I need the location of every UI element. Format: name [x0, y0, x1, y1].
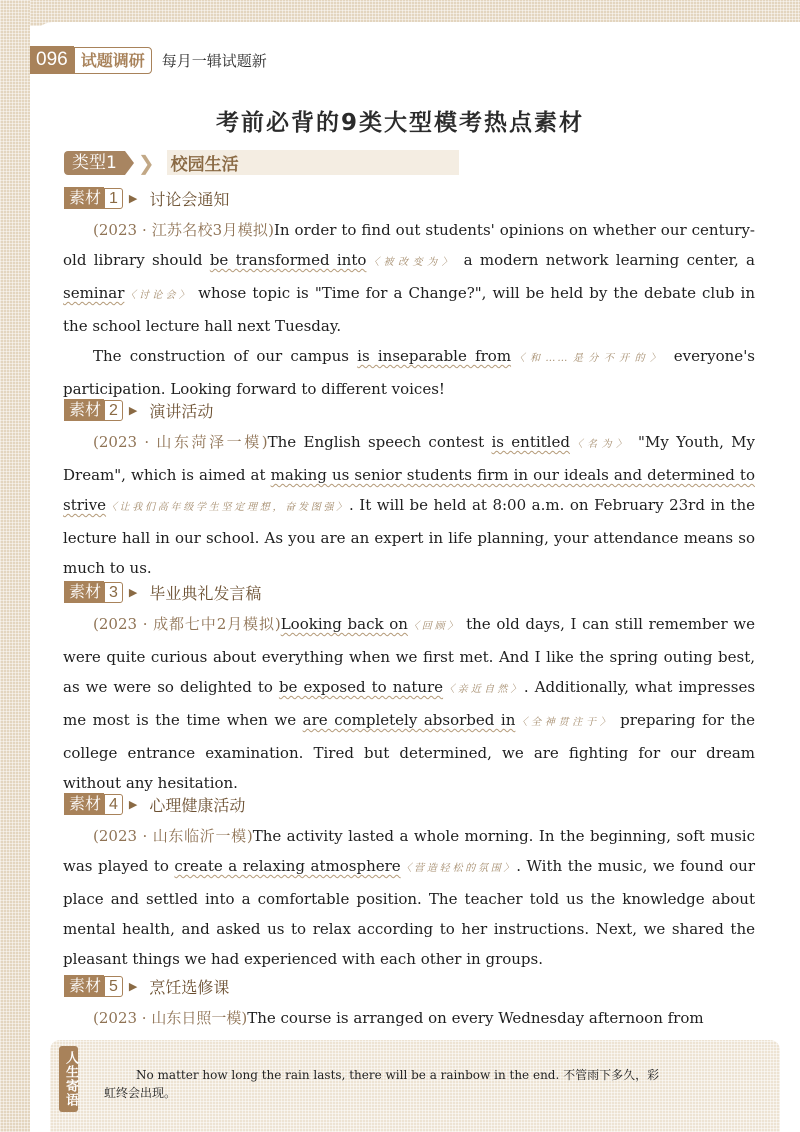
text-run: In order to find out students' opinions on whether our century-old library should — [63, 221, 755, 269]
material-3-text — [63, 609, 755, 798]
gloss: 〈亲近自然〉 — [443, 684, 524, 695]
text-run: the old days, I can still remember we were quite curious about everything when we first met. And I like the spring outing best, as we were so delighted to — [63, 615, 756, 696]
text-run: a modern network learning center, a — [456, 251, 755, 269]
material-title: 演讲活动 — [149, 401, 214, 421]
material-5-text — [63, 1003, 755, 1033]
page-title: 考前必背的9类大型模考热点素材 — [215, 110, 584, 136]
material-badge: 素材 — [64, 399, 104, 421]
material-title: 心理健康活动 — [149, 795, 246, 815]
type-heading — [64, 150, 459, 175]
material-heading-4 — [64, 793, 245, 815]
material-number: 3 — [104, 582, 123, 603]
gloss: 〈回顾〉 — [407, 621, 461, 632]
key-phrase: making us senior students firm in our ideals and determined to strive — [63, 466, 755, 514]
text-run: whose topic is "Time for a Change?", will be held by the debate club in the school lecture hall next Tuesday. — [63, 284, 756, 335]
material-title: 讨论会通知 — [149, 189, 230, 209]
footer-line-1: No matter how long the rain lasts, there will be a rainbow in the end. 不管雨下多久，彩 — [136, 1068, 660, 1082]
type-title: 校园生活 — [167, 150, 459, 175]
source-citation: (2023 · 山东日照一模) — [93, 1009, 248, 1027]
text-run: . Additionally, what impresses me most is the time when we — [63, 678, 756, 729]
key-phrase: Looking back on — [280, 615, 408, 633]
material-badge: 素材 — [64, 975, 104, 997]
key-phrase: be transformed into — [209, 251, 367, 269]
section-tag: 试题调研 — [74, 47, 152, 74]
key-phrase: seminar — [63, 284, 125, 302]
key-phrase: create a relaxing atmosphere — [174, 857, 401, 875]
material-badge: 素材 — [64, 187, 104, 209]
material-heading-5 — [64, 975, 229, 997]
triangle-right-icon: ▶ — [128, 585, 138, 599]
paragraph — [63, 341, 755, 404]
text-run: The construction of our campus — [93, 347, 358, 365]
page-number: 096 — [30, 46, 74, 74]
paragraph — [63, 427, 755, 583]
paragraph — [63, 609, 755, 798]
footer-line-2: 虹终会出现。 — [104, 1086, 177, 1100]
gloss: 〈名为〉 — [569, 439, 631, 450]
source-citation: (2023 · 江苏名校3月模拟) — [93, 221, 274, 239]
key-phrase: is entitled — [491, 433, 570, 451]
key-phrase: is inseparable from — [357, 347, 512, 365]
paragraph — [63, 215, 755, 341]
material-2-text — [63, 427, 755, 583]
text-run: The activity lasted a whole morning. In the beginning, soft music was played to — [63, 827, 755, 875]
gloss: 〈全神贯注于〉 — [515, 717, 614, 728]
footer-quote — [104, 1066, 724, 1102]
gloss: 〈让我们高年级学生坚定理想，奋发图强〉 — [106, 502, 350, 513]
source-citation: (2023 · 成都七中2月模拟) — [93, 615, 281, 633]
text-run: preparing for the college entrance examination. Tired but determined, we are fighting for our dream without any hesitation. — [63, 711, 756, 792]
triangle-right-icon: ▶ — [128, 403, 138, 417]
material-number: 5 — [104, 976, 123, 997]
paragraph — [63, 1003, 755, 1033]
material-title: 毕业典礼发言稿 — [149, 583, 262, 603]
material-4-text — [63, 821, 755, 974]
material-badge: 素材 — [64, 793, 104, 815]
header-subtitle: 每月一辑试题新 — [161, 51, 267, 70]
text-run: "My Youth, My Dream", which is aimed at — [63, 433, 756, 484]
source-citation: (2023 · 山东菏泽一模) — [93, 433, 268, 451]
text-run: The course is arranged on every Wednesday afternoon from — [247, 1009, 704, 1027]
material-heading-2 — [64, 399, 213, 421]
gloss: 〈被改变为〉 — [366, 257, 457, 268]
gloss: 〈讨论会〉 — [124, 290, 193, 301]
material-1-text — [63, 215, 755, 404]
triangle-right-icon: ▶ — [128, 797, 138, 811]
material-number: 4 — [104, 794, 123, 815]
page-header — [30, 46, 267, 74]
material-number: 2 — [104, 400, 123, 421]
source-citation: (2023 · 山东临沂一模) — [93, 827, 253, 845]
footer-tag: 人生寄语 — [59, 1046, 78, 1112]
material-number: 1 — [104, 188, 123, 209]
text-run: The English speech contest — [267, 433, 492, 451]
text-run: everyone's participation. Looking forward to different voices! — [63, 347, 756, 398]
gloss: 〈营造轻松的氛围〉 — [400, 863, 517, 874]
material-heading-3 — [64, 581, 261, 603]
page-texture-left — [0, 0, 30, 1132]
paragraph — [63, 821, 755, 974]
material-heading-1 — [64, 187, 229, 209]
text-run: . With the music, we found our place and settled into a comfortable position. The teacher told us the knowledge about mental health, and asked us to relax according to her instructions. Next, we shared the pleasant things we had experienced with each other in groups. — [63, 857, 755, 968]
material-title: 烹饪选修课 — [149, 977, 230, 997]
chevron-outline-icon: ❯ — [137, 150, 155, 175]
gloss: 〈和……是分不开的〉 — [511, 353, 666, 364]
triangle-right-icon: ▶ — [128, 191, 138, 205]
material-badge: 素材 — [64, 581, 104, 603]
chevron-right-icon — [125, 151, 134, 175]
text-run: . It will be held at 8:00 a.m. on February 23rd in the lecture hall in our school. As you are an expert in life planning, your attendance means so much to us. — [63, 496, 755, 577]
triangle-right-icon: ▶ — [128, 979, 138, 993]
key-phrase: are completely absorbed in — [302, 711, 516, 729]
type-badge: 类型1 — [64, 151, 125, 175]
key-phrase: be exposed to nature — [278, 678, 444, 696]
